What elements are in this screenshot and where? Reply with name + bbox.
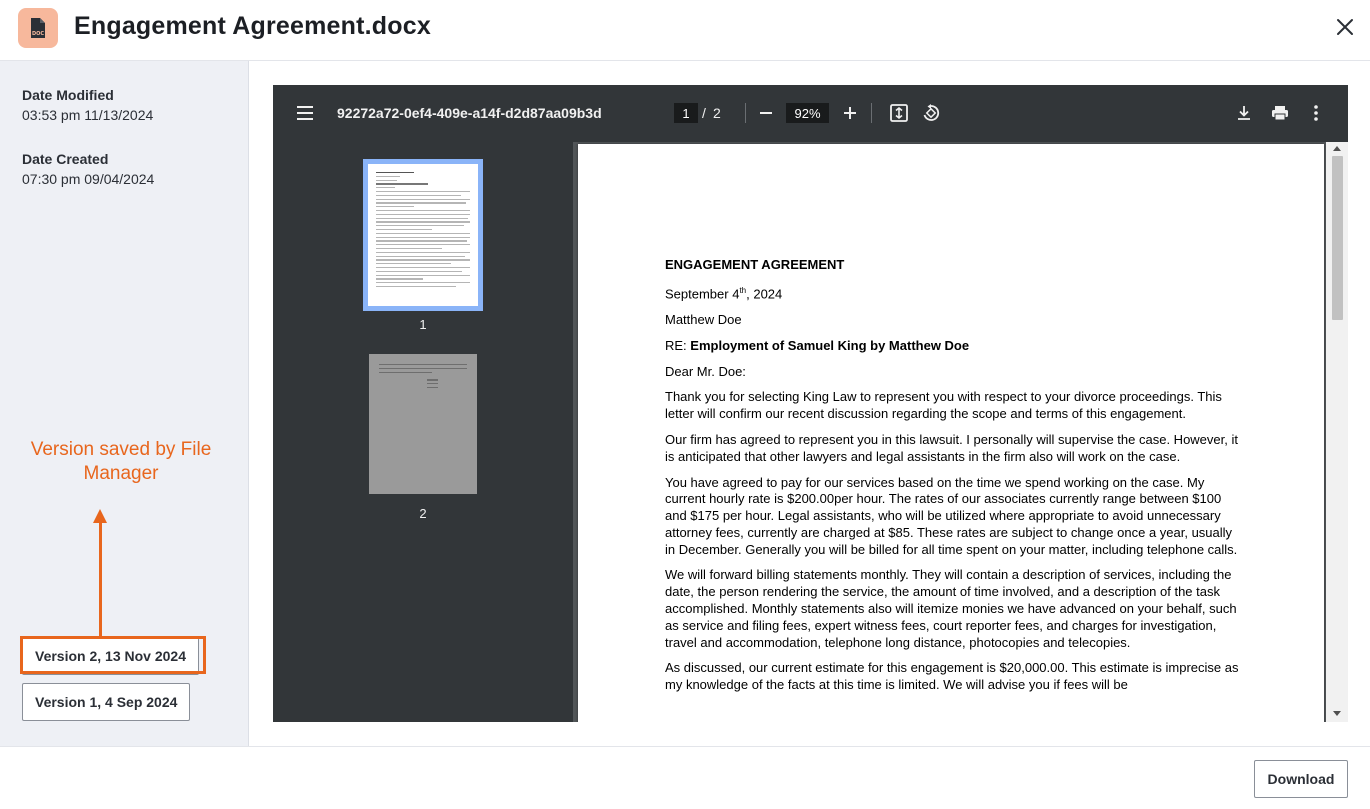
doc-badge-label: DOC [31,31,45,37]
close-icon [1336,18,1354,36]
annotation-text: Version saved by File Manager [30,439,212,484]
total-pages: 2 [713,105,721,121]
document-scrollbar[interactable] [1326,142,1348,722]
dialog-title: Engagement Agreement.docx [74,12,431,40]
annotation-arrow-head [93,509,107,523]
print-icon [1271,105,1289,121]
zoom-in-button[interactable] [840,101,860,125]
dialog-header [0,0,1370,61]
thumbnail-2-number: 2 [419,506,427,521]
document-paragraph: Our firm has agreed to represent you in this lawsuit. I personally will supervise the case. However, it is anticipated that other lawyers and legal assistants in the firm also will work on the case. [665,431,1238,464]
page-2-thumbnail[interactable] [369,354,477,494]
rotate-icon [922,104,940,122]
document-re-line: RE: Employment of Samuel King by Matthew Doe [665,337,970,353]
zoom-input[interactable]: 92% [786,103,829,123]
document-paragraph: As discussed, our current estimate for this engagement is $20,000.00. This estimate is imprecise as my knowledge of the facts at this time is limited. We will advise you if fees will be [665,660,1239,693]
close-button[interactable] [1332,14,1358,40]
document-id: 92272a72-0ef4-409e-a14f-d2d87aa09b3d [337,105,602,121]
download-icon [1236,105,1252,121]
print-button[interactable] [1268,101,1292,125]
scroll-down-arrow-icon[interactable] [1333,711,1341,716]
minus-icon [759,106,773,120]
fit-page-icon [890,104,908,122]
hamburger-icon [296,106,314,120]
thumbnail-panel [273,142,573,722]
doc-file-icon [18,8,58,48]
dialog-footer [0,746,1370,809]
toolbar-divider [745,103,746,123]
document-page-area[interactable] [573,142,1326,722]
rotate-button[interactable] [919,101,943,125]
document-paragraph: You have agreed to pay for our services based on the time we spend working on the case. My current hourly rate is $200.00per hour. The rates of our associates currently range between $100 and $175 per hour. Legal assistants, who will be utilized where appropriate to avoid unnecessary attorney fees, currently are charged at $85. These rates are subject to change once a year, usually in December. Generally you will be billed for all time spent on your matter, including telephone calls. [665,474,1238,557]
document-paragraph: Thank you for selecting King Law to represent you with respect to your divorce proceedings. This letter will confirm our recent discussion regarding the scope and terms of this engagement. [665,389,1222,422]
document-paragraph: We will forward billing statements monthly. They will contain a description of services, including the date, the person rendering the service, the amount of time involved, and a description of the task accomplished. Monthly statements also will itemize monies we have advanced on your behalf, such as service and filing fees, expert witness fees, court reporter fees, and charges for investigation, travel and accommodation, telephone long distance, photocopies and telecopies. [665,567,1237,650]
download-pdf-button[interactable] [1232,101,1256,125]
version-2-button[interactable]: Version 2, 13 Nov 2024 [22,637,199,675]
document-date: September 4th, 2024 [665,285,783,302]
scroll-up-arrow-icon[interactable] [1333,146,1341,151]
document-page [578,144,1324,722]
page-1-thumbnail[interactable] [363,159,483,311]
version-1-button[interactable]: Version 1, 4 Sep 2024 [22,683,190,721]
scrollbar-thumb[interactable] [1332,156,1343,320]
pdf-viewer [273,85,1348,722]
document-body [665,257,1245,703]
date-created-label: Date Created [22,151,109,167]
current-page-input[interactable]: 1 [674,103,698,123]
zoom-out-button[interactable] [756,101,776,125]
date-created-value: 07:30 pm 09/04/2024 [22,171,155,187]
annotation-arrow-line [99,523,102,637]
file-info-sidebar [0,61,249,746]
date-modified-value: 03:53 pm 11/13/2024 [22,107,154,123]
document-recipient: Matthew Doe [665,311,742,327]
page-separator: / [702,105,706,121]
toolbar-divider [871,103,872,123]
download-button[interactable]: Download [1254,760,1348,798]
document-salutation: Dear Mr. Doe: [665,363,746,379]
document-title: ENGAGEMENT AGREEMENT [665,257,845,272]
fit-page-button[interactable] [887,101,911,125]
viewer-toolbar [273,85,1348,142]
thumbnail-1-number: 1 [419,317,427,332]
menu-button[interactable] [293,101,317,125]
more-vert-icon [1314,105,1318,121]
date-modified-label: Date Modified [22,87,114,103]
plus-icon [843,106,857,120]
more-options-button[interactable] [1304,101,1328,125]
